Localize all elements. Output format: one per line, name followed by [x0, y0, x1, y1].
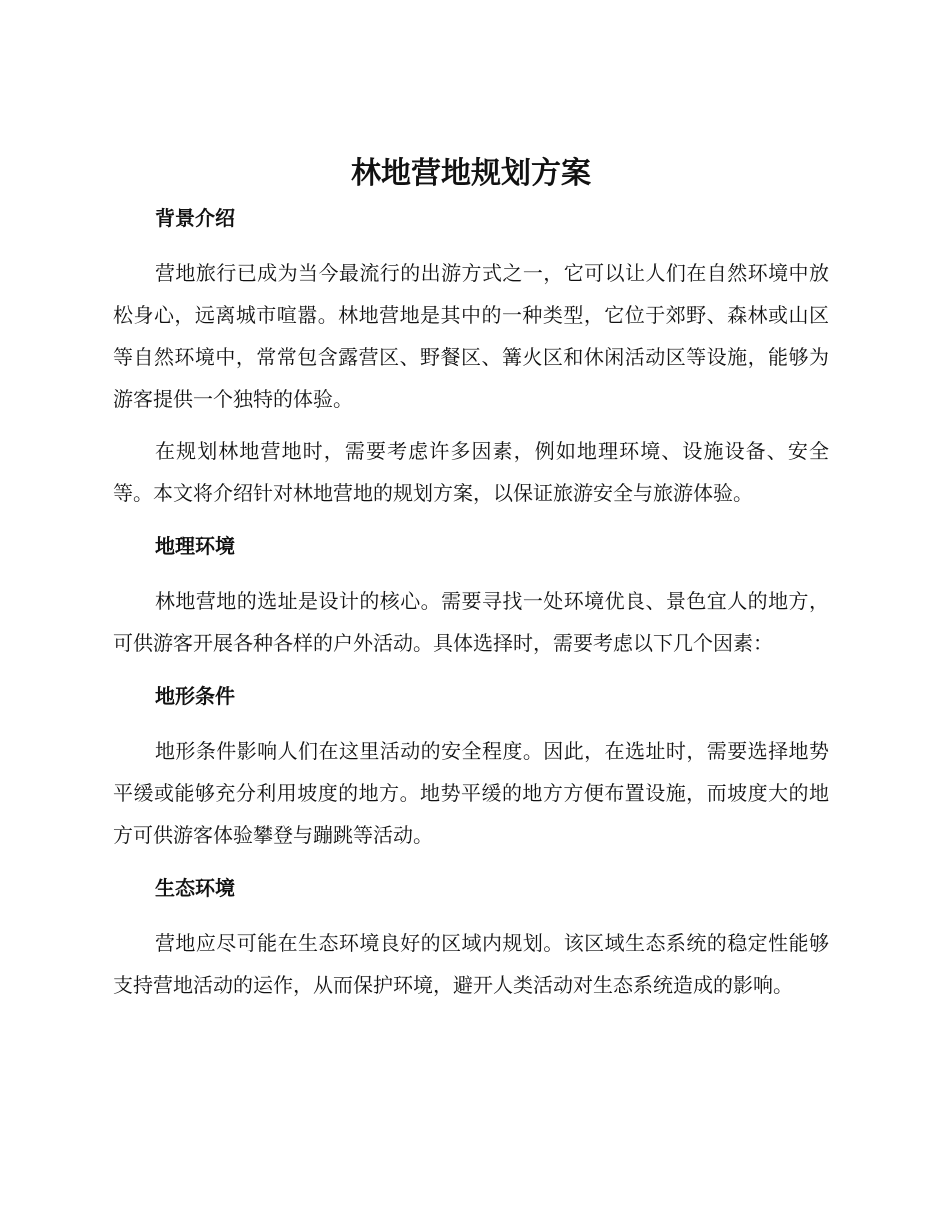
- paragraph: 地形条件影响人们在这里活动的安全程度。因此，在选址时，需要选择地势平缓或能够充分利用坡度的地方。地势平缓的地方方便布置设施，而坡度大的地方可供游客体验攀登与蹦跳等活动。: [113, 739, 829, 847]
- paragraph: 营地旅行已成为当今最流行的出游方式之一，它可以让人们在自然环境中放松身心，远离城市喧嚣。林地营地是其中的一种类型，它位于郊野、森林或山区等自然环境中，常常包含露营区、野餐区、篝火区和休闲活动区等设施，能够为游客提供一个独特的体验。: [113, 261, 829, 411]
- document-title: 林地营地规划方案: [351, 156, 591, 191]
- paragraph: 林地营地的选址是设计的核心。需要寻找一处环境优良、景色宜人的地方，可供游客开展各种各样的户外活动。具体选择时，需要考虑以下几个因素：: [113, 589, 829, 655]
- paragraph: 在规划林地营地时，需要考虑许多因素，例如地理环境、设施设备、安全等。本文将介绍针对林地营地的规划方案，以保证旅游安全与旅游体验。: [113, 439, 829, 505]
- document-body: [113, 150, 829, 1006]
- section-heading-terrain: 地形条件: [155, 684, 235, 708]
- section-heading-ecology: 生态环境: [155, 876, 235, 900]
- paragraph: 营地应尽可能在生态环境良好的区域内规划。该区域生态系统的稳定性能够支持营地活动的运作，从而保护环境，避开人类活动对生态系统造成的影响。: [113, 931, 829, 997]
- section-heading-geography: 地理环境: [155, 534, 235, 558]
- section-heading-background: 背景介绍: [155, 206, 235, 230]
